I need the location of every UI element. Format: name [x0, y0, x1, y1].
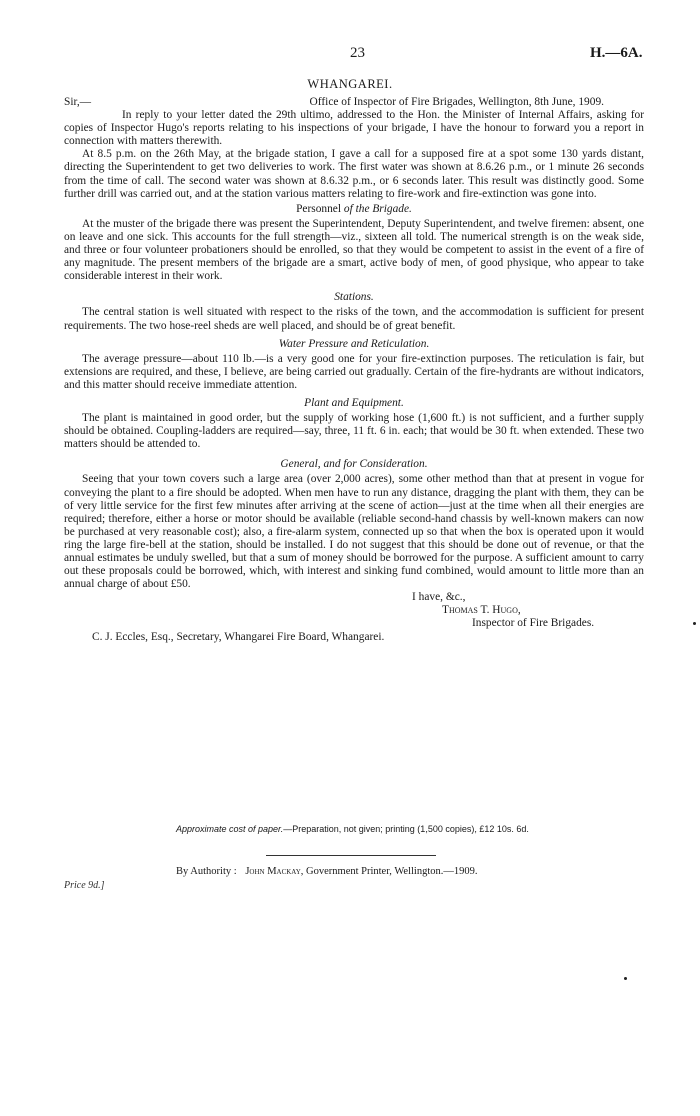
paragraph-stations: The central station is well situated with respect to the risks of the town, and the accommodation is sufficient for present requirements. The two hose-reel sheds are well placed, and should be of great benefit. — [64, 306, 644, 332]
authority-prefix: By Authority : — [176, 866, 237, 877]
paragraph-plant: The plant is maintained in good order, but the supply of working hose (1,600 ft.) is not sufficient, and a further supply should be obtained. Coupling-ladders are required—say, three, 11 ft. 6 in. each; that would be 30 ft. when extended. These two matters should be attended to. — [64, 412, 644, 451]
paragraph-intro: In reply to your letter dated the 29th ultimo, addressed to the Hon. the Minister of Internal Affairs, asking for copies of Inspector Hugo's reports relating to his inspections of your brigade, I have the honour to forward you a report in connection with matters therewith. — [64, 109, 644, 148]
report-title: WHANGAREI. — [307, 77, 393, 91]
cost-text: —Preparation, not given; printing (1,500 copies), £12 10s. 6d. — [283, 824, 529, 834]
footer-rule — [266, 855, 436, 856]
printer-name: John Mackay, — [245, 866, 304, 877]
cost-note — [176, 824, 529, 834]
authority-line — [176, 866, 478, 877]
heading-general: General, and for Consideration. — [280, 458, 428, 471]
print-speck — [624, 977, 627, 980]
heading-stations: Stations. — [334, 291, 374, 304]
cost-label: Approximate cost of paper. — [176, 824, 284, 834]
heading-plant: Plant and Equipment. — [304, 396, 404, 409]
heading-personnel-b: of the Brigade. — [343, 202, 412, 215]
addressee: C. J. Eccles, Esq., Secretary, Whangarei Fire Board, Whangarei. — [92, 630, 385, 643]
heading-water: Water Pressure and Reticulation. — [278, 337, 430, 350]
signatory-title: Inspector of Fire Brigades. — [472, 617, 595, 630]
office-line: Office of Inspector of Fire Brigades, Wellington, 8th June, 1909. — [309, 96, 604, 108]
salutation: Sir,— — [64, 96, 92, 108]
heading-personnel — [64, 203, 644, 216]
page-number: 23 — [350, 45, 365, 61]
salutation-line — [64, 96, 644, 109]
heading-personnel-a: Personnel — [296, 202, 342, 215]
paragraph-drill: At 8.5 p.m. on the 26th May, at the brigade station, I gave a call for a supposed fire at a spot some 130 yards distant, directing the Superintendent to get two deliveries to work. The first water was shown at 8.6.26 p.m., or 1 minute 26 seconds from the time of call. The second water was shown at 8.6.32 p.m., or 6 seconds later. This result was distinctly good. Some further drill was carried out, and at the station various matters relating to fire-work and fire-extinction was gone into. — [64, 148, 644, 200]
document-reference: H.—6A. — [590, 45, 643, 61]
price-note: Price 9d.] — [64, 880, 105, 891]
signatory-name: Thomas T. Hugo, — [442, 604, 521, 617]
paragraph-water: The average pressure—about 110 lb.—is a very good one for your fire-extinction purposes. The reticulation is fair, but extensions are required, and these, I believe, are being carried out gradually. Certain of the fire-hydrants are without indicators, and this matter should receive immediate attention. — [64, 352, 644, 391]
paragraph-general: Seeing that your town covers such a large area (over 2,000 acres), some other method than that at present in vogue for conveying the plant to a fire should be adopted. When men have to run any distance, dragging the plant with them, they can be of very little service for the first few minutes after arriving at the scene of action—just at the time when all their energies are required; therefore, either a horse or motor should be available (reliable second-hand chassis by well-known makers can now be purchased at very reasonable cost); also, a fire-alarm system, connected up so that when the box is operated upon it would ring the large fire-bell at the station, should be installed. I do not suggest that this should be done out of revenue, or that the annual estimates be unduly swelled, but that a sum of money should be borrowed for the purpose. A sufficient amount to carry out these proposals could be borrowed, which, with interest and sinking fund combined, would amount to little more than an annual charge of about £50. — [64, 473, 644, 591]
authority-suffix: Government Printer, Wellington.—1909. — [306, 866, 478, 877]
print-speck — [693, 622, 696, 625]
closing: I have, &c., — [412, 591, 466, 604]
paragraph-personnel: At the muster of the brigade there was present the Superintendent, Deputy Superintendent, and twelve firemen: absent, one on leave and one sick. This accounts for the full strength—viz., sixteen all told. The numerical strength is on the weak side, and three or four volunteer probationers should be enrolled, so that they would be competent to assist in the event of a fire of any magnitude. The present members of the brigade are a smart, active body of men, of good physique, who appear to take considerable interest in their work. — [64, 217, 644, 283]
report-body — [64, 96, 644, 644]
